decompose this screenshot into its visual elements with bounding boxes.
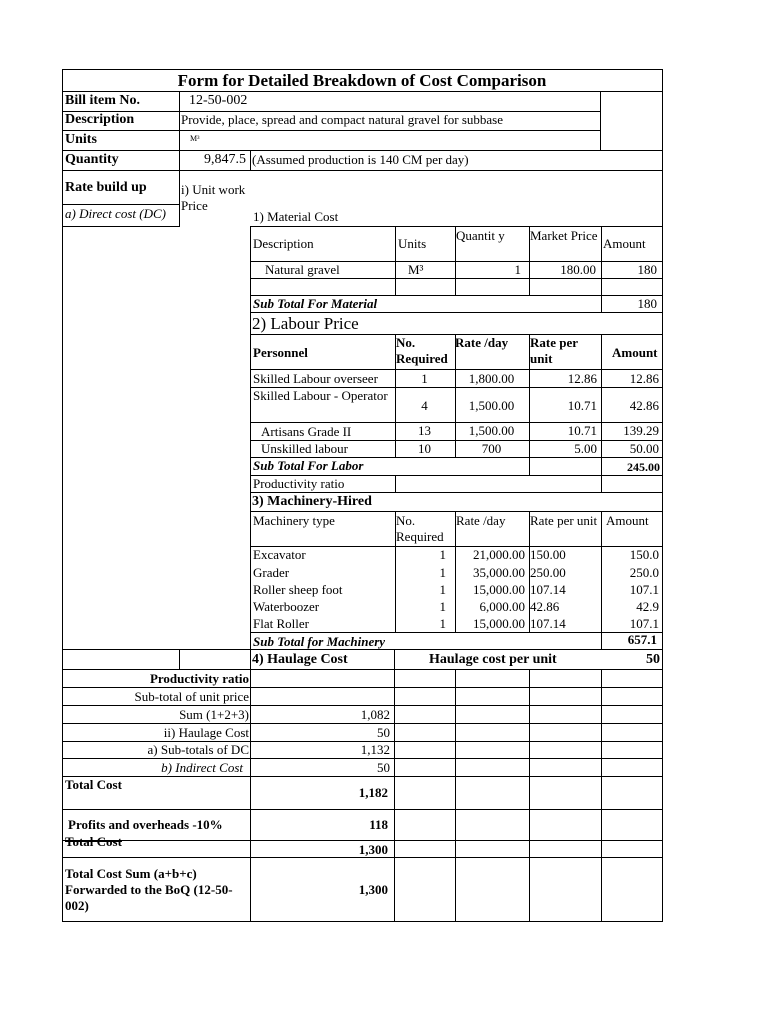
units-label: Units xyxy=(65,132,97,147)
summary-indirect-value: 50 xyxy=(377,760,390,775)
grid-line xyxy=(179,170,180,227)
grid-line xyxy=(179,649,180,670)
description-label: Description xyxy=(65,112,135,127)
grid-line xyxy=(662,69,663,922)
bill-item-value: 12-50-002 xyxy=(189,93,248,108)
machinery-row-rate-unit: 107.14 xyxy=(530,582,566,597)
machinery-row-no: 1 xyxy=(439,616,446,631)
grid-line xyxy=(62,69,663,70)
material-header-amount: Amount xyxy=(603,236,646,251)
labour-row-personnel: Skilled Labour overseer xyxy=(253,371,378,386)
grid-line xyxy=(62,758,663,759)
grid-line xyxy=(250,150,251,171)
grid-line xyxy=(62,687,663,688)
labour-header-no: No. Required xyxy=(396,335,448,366)
labour-row-amount: 50.00 xyxy=(629,441,659,456)
labour-header-amount: Amount xyxy=(612,345,658,360)
grid-line xyxy=(62,705,663,706)
grid-line xyxy=(62,723,663,724)
summary-subtotal-dc-label: a) Sub-totals of DC xyxy=(147,742,249,757)
grid-line xyxy=(250,492,663,493)
machinery-row-rate-unit: 150.00 xyxy=(530,547,566,562)
labour-row-rate-unit: 5.00 xyxy=(574,441,597,456)
material-row-quantity: 1 xyxy=(514,262,521,277)
grid-line xyxy=(62,840,663,841)
labour-row-rate-unit: 12.86 xyxy=(567,371,597,386)
summary-profits-value: 118 xyxy=(369,817,388,832)
grid-line xyxy=(62,91,663,92)
labour-row-rate: 700 xyxy=(481,441,502,456)
labour-header-rate-unit: Rate per unit xyxy=(530,335,578,366)
material-row-description: Natural gravel xyxy=(265,262,340,277)
material-header-description: Description xyxy=(253,236,314,251)
machinery-section-title: 3) Machinery-Hired xyxy=(252,494,372,509)
grid-line xyxy=(250,312,663,313)
summary-haulage-value: 50 xyxy=(377,725,390,740)
grid-line xyxy=(62,69,63,922)
labour-subtotal-label: Sub Total For Labor xyxy=(253,458,364,473)
labour-subtotal-value: 245.00 xyxy=(627,460,660,474)
rate-build-up-label: Rate build up xyxy=(65,180,147,195)
machinery-row-rate-unit: 250.00 xyxy=(530,565,566,580)
machinery-row-type: Waterboozer xyxy=(253,599,320,614)
page-title: Form for Detailed Breakdown of Cost Comparison xyxy=(177,71,547,90)
summary-forward-value: 1,300 xyxy=(358,882,388,897)
machinery-header-rate: Rate /day xyxy=(456,513,506,528)
grid-line xyxy=(250,369,663,370)
material-row-units: M³ xyxy=(408,262,424,277)
material-section-title: 1) Material Cost xyxy=(253,209,339,224)
labour-row-rate: 1,800.00 xyxy=(468,371,515,386)
labour-productivity-label: Productivity ratio xyxy=(253,476,345,491)
direct-cost-label: a) Direct cost (DC) xyxy=(65,206,166,221)
grid-line xyxy=(62,204,180,205)
machinery-row-type: Roller sheep foot xyxy=(253,582,343,597)
labour-row-amount: 139.29 xyxy=(623,423,659,438)
grid-line xyxy=(62,170,663,171)
labour-row-no: 1 xyxy=(421,371,428,386)
machinery-subtotal-value: 657.1 xyxy=(627,632,657,647)
labour-header-rate: Rate /day xyxy=(455,335,509,350)
machinery-row-amount: 250.0 xyxy=(629,565,659,580)
grid-line xyxy=(62,809,663,810)
machinery-header-no: No. Required xyxy=(396,513,444,544)
labour-row-rate: 1,500.00 xyxy=(468,423,515,438)
labour-row-amount: 12.86 xyxy=(629,371,659,386)
machinery-header-type: Machinery type xyxy=(253,513,335,528)
quantity-label: Quantity xyxy=(65,152,119,167)
quantity-note: (Assumed production is 140 CM per day) xyxy=(252,152,469,167)
labour-row-personnel: Skilled Labour - Operator xyxy=(253,388,388,403)
labour-row-rate-unit: 10.71 xyxy=(567,423,597,438)
grid-line xyxy=(395,475,396,493)
grid-line xyxy=(529,669,530,922)
summary-profits-label: Profits and overheads -10% xyxy=(68,817,223,832)
machinery-row-amount: 42.9 xyxy=(636,599,659,614)
material-header-units: Units xyxy=(398,236,427,251)
summary-sum-label: Sum (1+2+3) xyxy=(179,707,249,722)
machinery-row-amount: 150.0 xyxy=(629,547,659,562)
grid-line xyxy=(62,669,663,670)
machinery-row-no: 1 xyxy=(439,582,446,597)
machinery-row-rate: 35,000.00 xyxy=(473,565,525,580)
summary-subtotal-unit-price: Sub-total of unit price xyxy=(134,689,249,704)
grid-line xyxy=(62,776,663,777)
labour-row-rate: 1,500.00 xyxy=(468,398,515,413)
machinery-row-rate-unit: 42.86 xyxy=(530,599,560,614)
labour-row-amount: 42.86 xyxy=(629,398,659,413)
labour-row-personnel: Unskilled labour xyxy=(261,441,349,456)
grid-line xyxy=(600,91,601,151)
material-subtotal-label: Sub Total For Material xyxy=(253,296,378,311)
bill-item-label: Bill item No. xyxy=(65,93,141,108)
machinery-row-rate: 21,000.00 xyxy=(473,547,525,562)
machinery-row-no: 1 xyxy=(439,547,446,562)
machinery-row-rate: 15,000.00 xyxy=(473,616,525,631)
material-row-amount: 180 xyxy=(637,262,657,277)
labour-header-personnel: Personnel xyxy=(253,345,308,360)
labour-row-no: 4 xyxy=(421,398,428,413)
grid-line xyxy=(601,669,602,922)
summary-total-cost-value: 1,182 xyxy=(358,785,388,800)
machinery-row-type: Excavator xyxy=(253,547,306,562)
labour-section-title: 2) Labour Price xyxy=(252,314,359,333)
machinery-row-no: 1 xyxy=(439,599,446,614)
description-value: Provide, place, spread and compact natural gravel for subbase xyxy=(181,112,503,127)
machinery-row-amount: 107.1 xyxy=(629,582,659,597)
material-header-price: Market Price xyxy=(530,228,598,243)
summary-subtotal-dc-value: 1,132 xyxy=(360,742,390,757)
labour-row-rate-unit: 10.71 xyxy=(567,398,597,413)
haulage-per-unit-label: Haulage cost per unit xyxy=(429,652,557,667)
machinery-subtotal-label: Sub Total for Machinery xyxy=(253,634,386,649)
machinery-row-amount: 107.1 xyxy=(629,616,659,631)
labour-row-no: 10 xyxy=(418,441,431,456)
summary-productivity-ratio: Productivity ratio xyxy=(149,671,249,686)
summary-total-cost2-label: Total Cost xyxy=(65,834,122,849)
material-row-price: 180.00 xyxy=(560,262,596,277)
machinery-header-rate-unit: Rate per unit xyxy=(530,513,598,528)
summary-total-cost-label: Total Cost xyxy=(65,777,122,792)
haulage-section-title: 4) Haulage Cost xyxy=(252,652,348,667)
grid-line xyxy=(62,130,601,131)
summary-forward-label: Total Cost Sum (a+b+c) Forwarded to the BoQ (12-50-002) xyxy=(65,866,233,913)
labour-row-no: 13 xyxy=(418,423,431,438)
machinery-row-rate: 15,000.00 xyxy=(473,582,525,597)
summary-indirect-label: b) Indirect Cost xyxy=(161,760,243,775)
machinery-row-type: Grader xyxy=(253,565,290,580)
grid-line xyxy=(62,921,663,922)
grid-line xyxy=(62,226,180,227)
units-value: M³ xyxy=(190,134,200,143)
quantity-value: 9,847.5 xyxy=(204,152,246,167)
machinery-row-type: Flat Roller xyxy=(253,616,309,631)
material-header-quantity: Quantit y xyxy=(456,228,505,243)
material-subtotal-value: 180 xyxy=(637,296,657,311)
summary-total-cost2-value: 1,300 xyxy=(358,842,388,857)
labour-row-personnel: Artisans Grade II xyxy=(261,424,352,439)
grid-line xyxy=(62,150,663,151)
summary-haulage-label: ii) Haulage Cost xyxy=(163,725,249,740)
grid-line xyxy=(250,278,663,279)
grid-line xyxy=(250,226,251,650)
summary-sum-value: 1,082 xyxy=(360,707,390,722)
machinery-row-rate: 6,000.00 xyxy=(479,599,525,614)
machinery-row-no: 1 xyxy=(439,565,446,580)
grid-line xyxy=(455,669,456,922)
haulage-per-unit-value: 50 xyxy=(646,652,660,667)
unit-work-price-label: i) Unit work Price xyxy=(181,182,246,213)
grid-line xyxy=(394,649,395,922)
machinery-header-amount: Amount xyxy=(606,513,649,528)
machinery-row-rate-unit: 107.14 xyxy=(530,616,566,631)
